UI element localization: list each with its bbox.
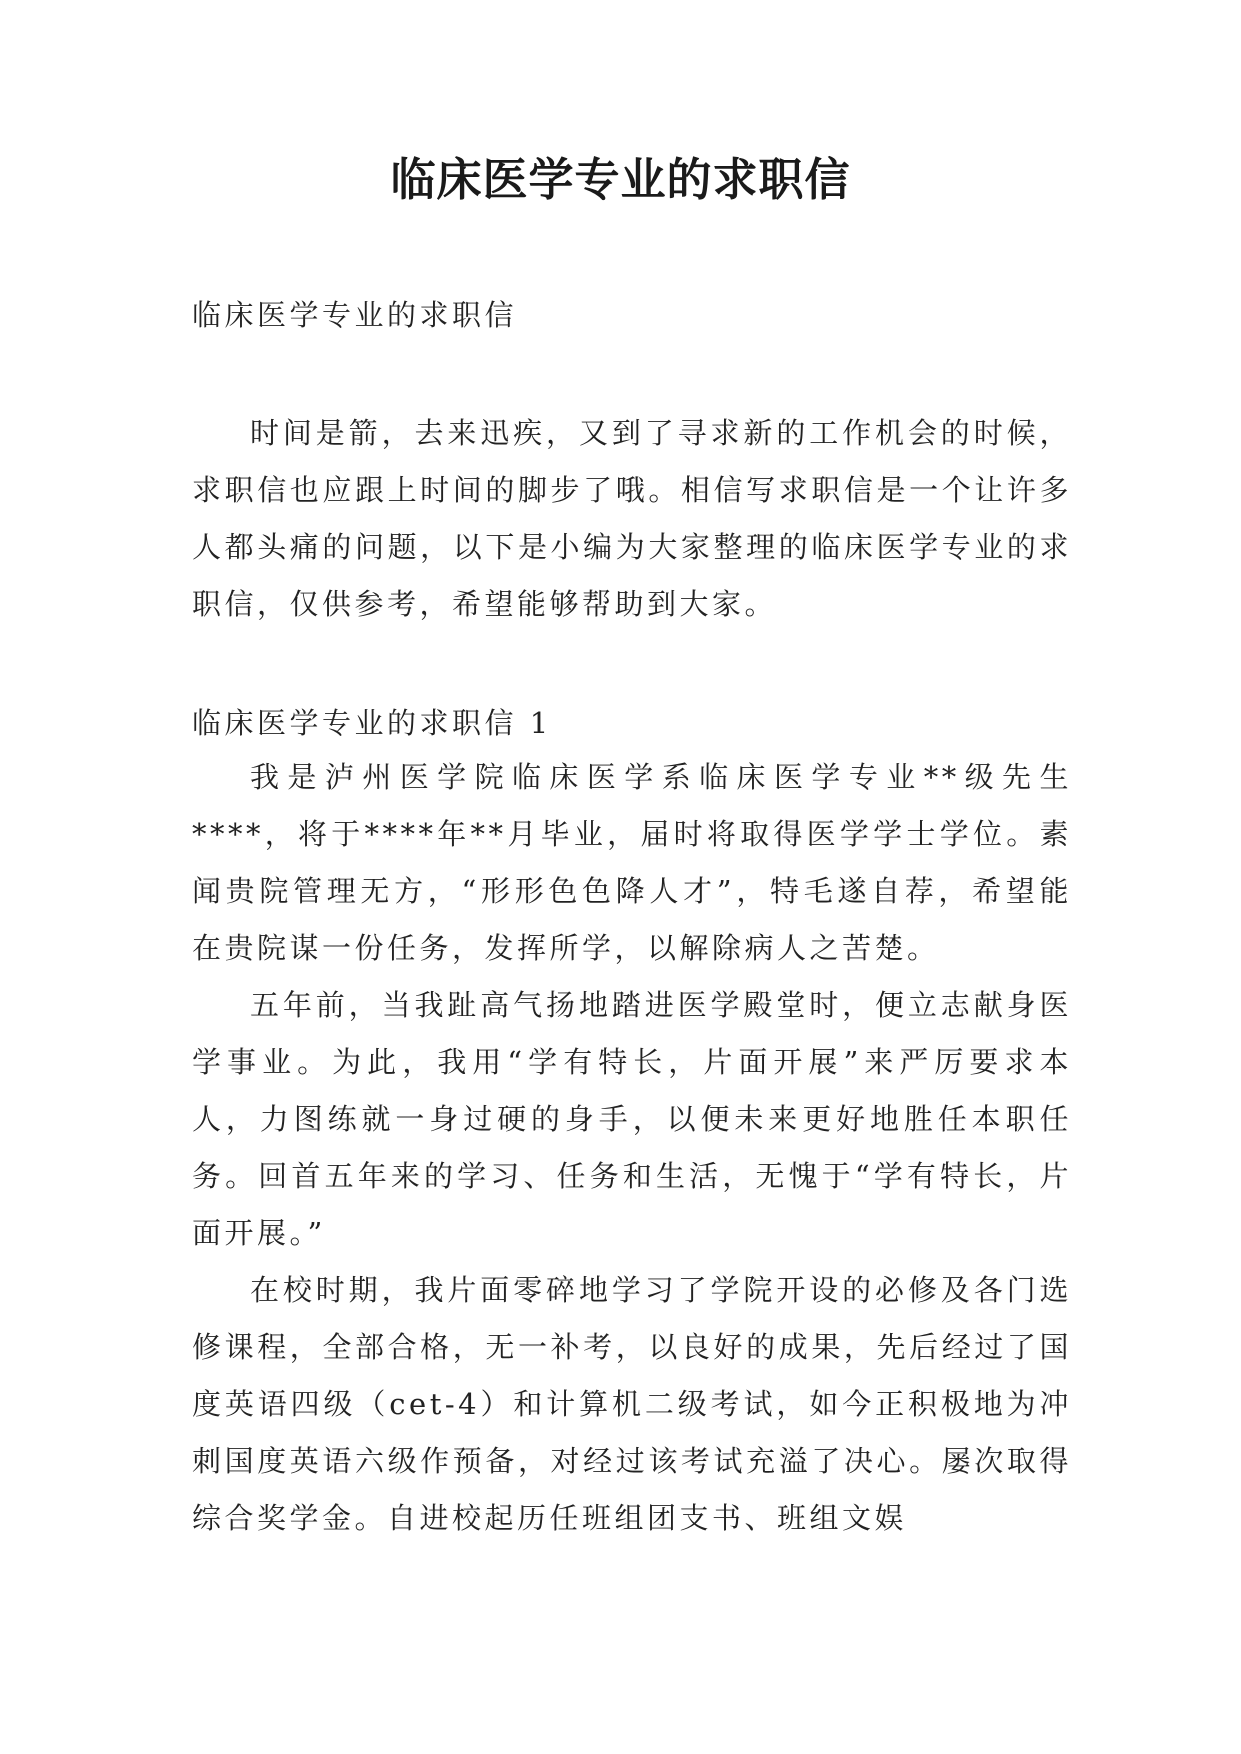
section-body xyxy=(192,749,1072,1547)
body-paragraph: 五年前，当我趾高气扬地踏进医学殿堂时，便立志献身医学事业。为此，我用“学有特长，片面开展”来严厉要求本人，力图练就一身过硬的身手，以便未来更好地胜任本职任务。回首五年来的学习、任务和生活，无愧于“学有特长，片面开展。” xyxy=(192,988,1072,1250)
body-paragraph: 在校时期，我片面零碎地学习了学院开设的必修及各门选修课程，全部合格，无一补考，以良好的成果，先后经过了国度英语四级（cet-4）和计算机二级考试，如今正积极地为冲刺国度英语六级作预备，对经过该考试充溢了决心。屡次取得综合奖学金。自进校起历任班组团支书、班组文娱 xyxy=(192,1273,1072,1535)
intro-paragraph: 时间是箭，去来迅疾，又到了寻求新的工作机会的时候，求职信也应跟上时间的脚步了哦。相信写求职信是一个让许多人都头痛的问题，以下是小编为大家整理的临床医学专业的求职信，仅供参考，希望能够帮助到大家。 xyxy=(192,416,1072,621)
document-title: 临床医学专业的求职信 xyxy=(390,153,851,206)
document-subtitle: 临床医学专业的求职信 xyxy=(192,298,518,332)
body-paragraph: 我是泸州医学院临床医学系临床医学专业**级先生****，将于****年**月毕业，届时将取得医学学士学位。素闻贵院管理无方，“形形色色降人才”，特毛遂自荐，希望能在贵院谋一份任务，发挥所学，以解除病人之苦楚。 xyxy=(192,760,1072,965)
intro-section xyxy=(192,405,1072,633)
section-heading: 临床医学专业的求职信 1 xyxy=(192,706,552,740)
